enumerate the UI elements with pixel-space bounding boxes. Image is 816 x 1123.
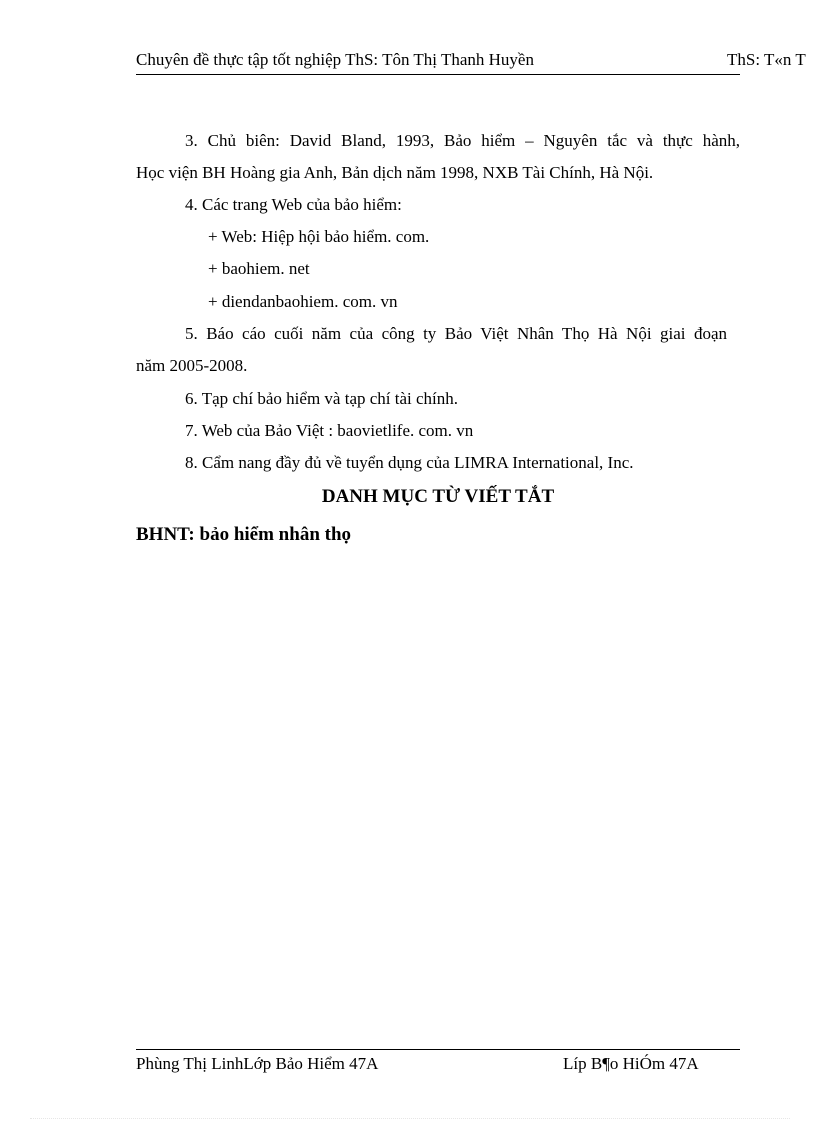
reference-4-web-2: + baohiem. net: [208, 259, 310, 278]
reference-3-line-1: 3. Chủ biên: David Bland, 1993, Bảo hiểm – Nguyên tắc và thực hành,: [185, 131, 740, 150]
reference-4-web-3: + diendanbaohiem. com. vn: [208, 292, 398, 311]
footer-rule: [136, 1049, 740, 1050]
abbreviations-heading: DANH MỤC TỪ VIẾT TẮT: [321, 486, 555, 507]
page-header-right: ThS: T«n T: [727, 50, 806, 69]
reference-5-line-1: 5. Báo cáo cuối năm của công ty Bảo Việt Nhân Thọ Hà Nội giai đoạn: [185, 324, 727, 343]
page-footer-left: Phùng Thị LinhLớp Bảo Hiểm 47A: [136, 1054, 379, 1073]
reference-3-line-2: Học viện BH Hoàng gia Anh, Bản dịch năm 1998, NXB Tài Chính, Hà Nội.: [136, 163, 654, 182]
reference-4-web-1: + Web: Hiệp hội bảo hiểm. com.: [208, 227, 430, 246]
page-header-left: Chuyên đề thực tập tốt nghiệp ThS: Tôn Thị Thanh Huyền: [136, 50, 534, 69]
page-footer-right: Líp B¶o HiÓm 47A: [563, 1054, 699, 1073]
reference-6: 6. Tạp chí bảo hiểm và tạp chí tài chính.: [185, 389, 459, 408]
header-rule: [136, 74, 740, 75]
abbreviation-entry: BHNT: bảo hiểm nhân thọ: [136, 524, 352, 545]
reference-5-line-2: năm 2005-2008.: [136, 356, 248, 375]
reference-4: 4. Các trang Web của bảo hiểm:: [185, 195, 402, 214]
reference-8: 8. Cẩm nang đầy đủ về tuyển dụng của LIMRA International, Inc.: [185, 453, 634, 472]
page-bottom-divider: [30, 1118, 790, 1119]
reference-7: 7. Web của Bảo Việt : baovietlife. com. vn: [185, 421, 474, 440]
